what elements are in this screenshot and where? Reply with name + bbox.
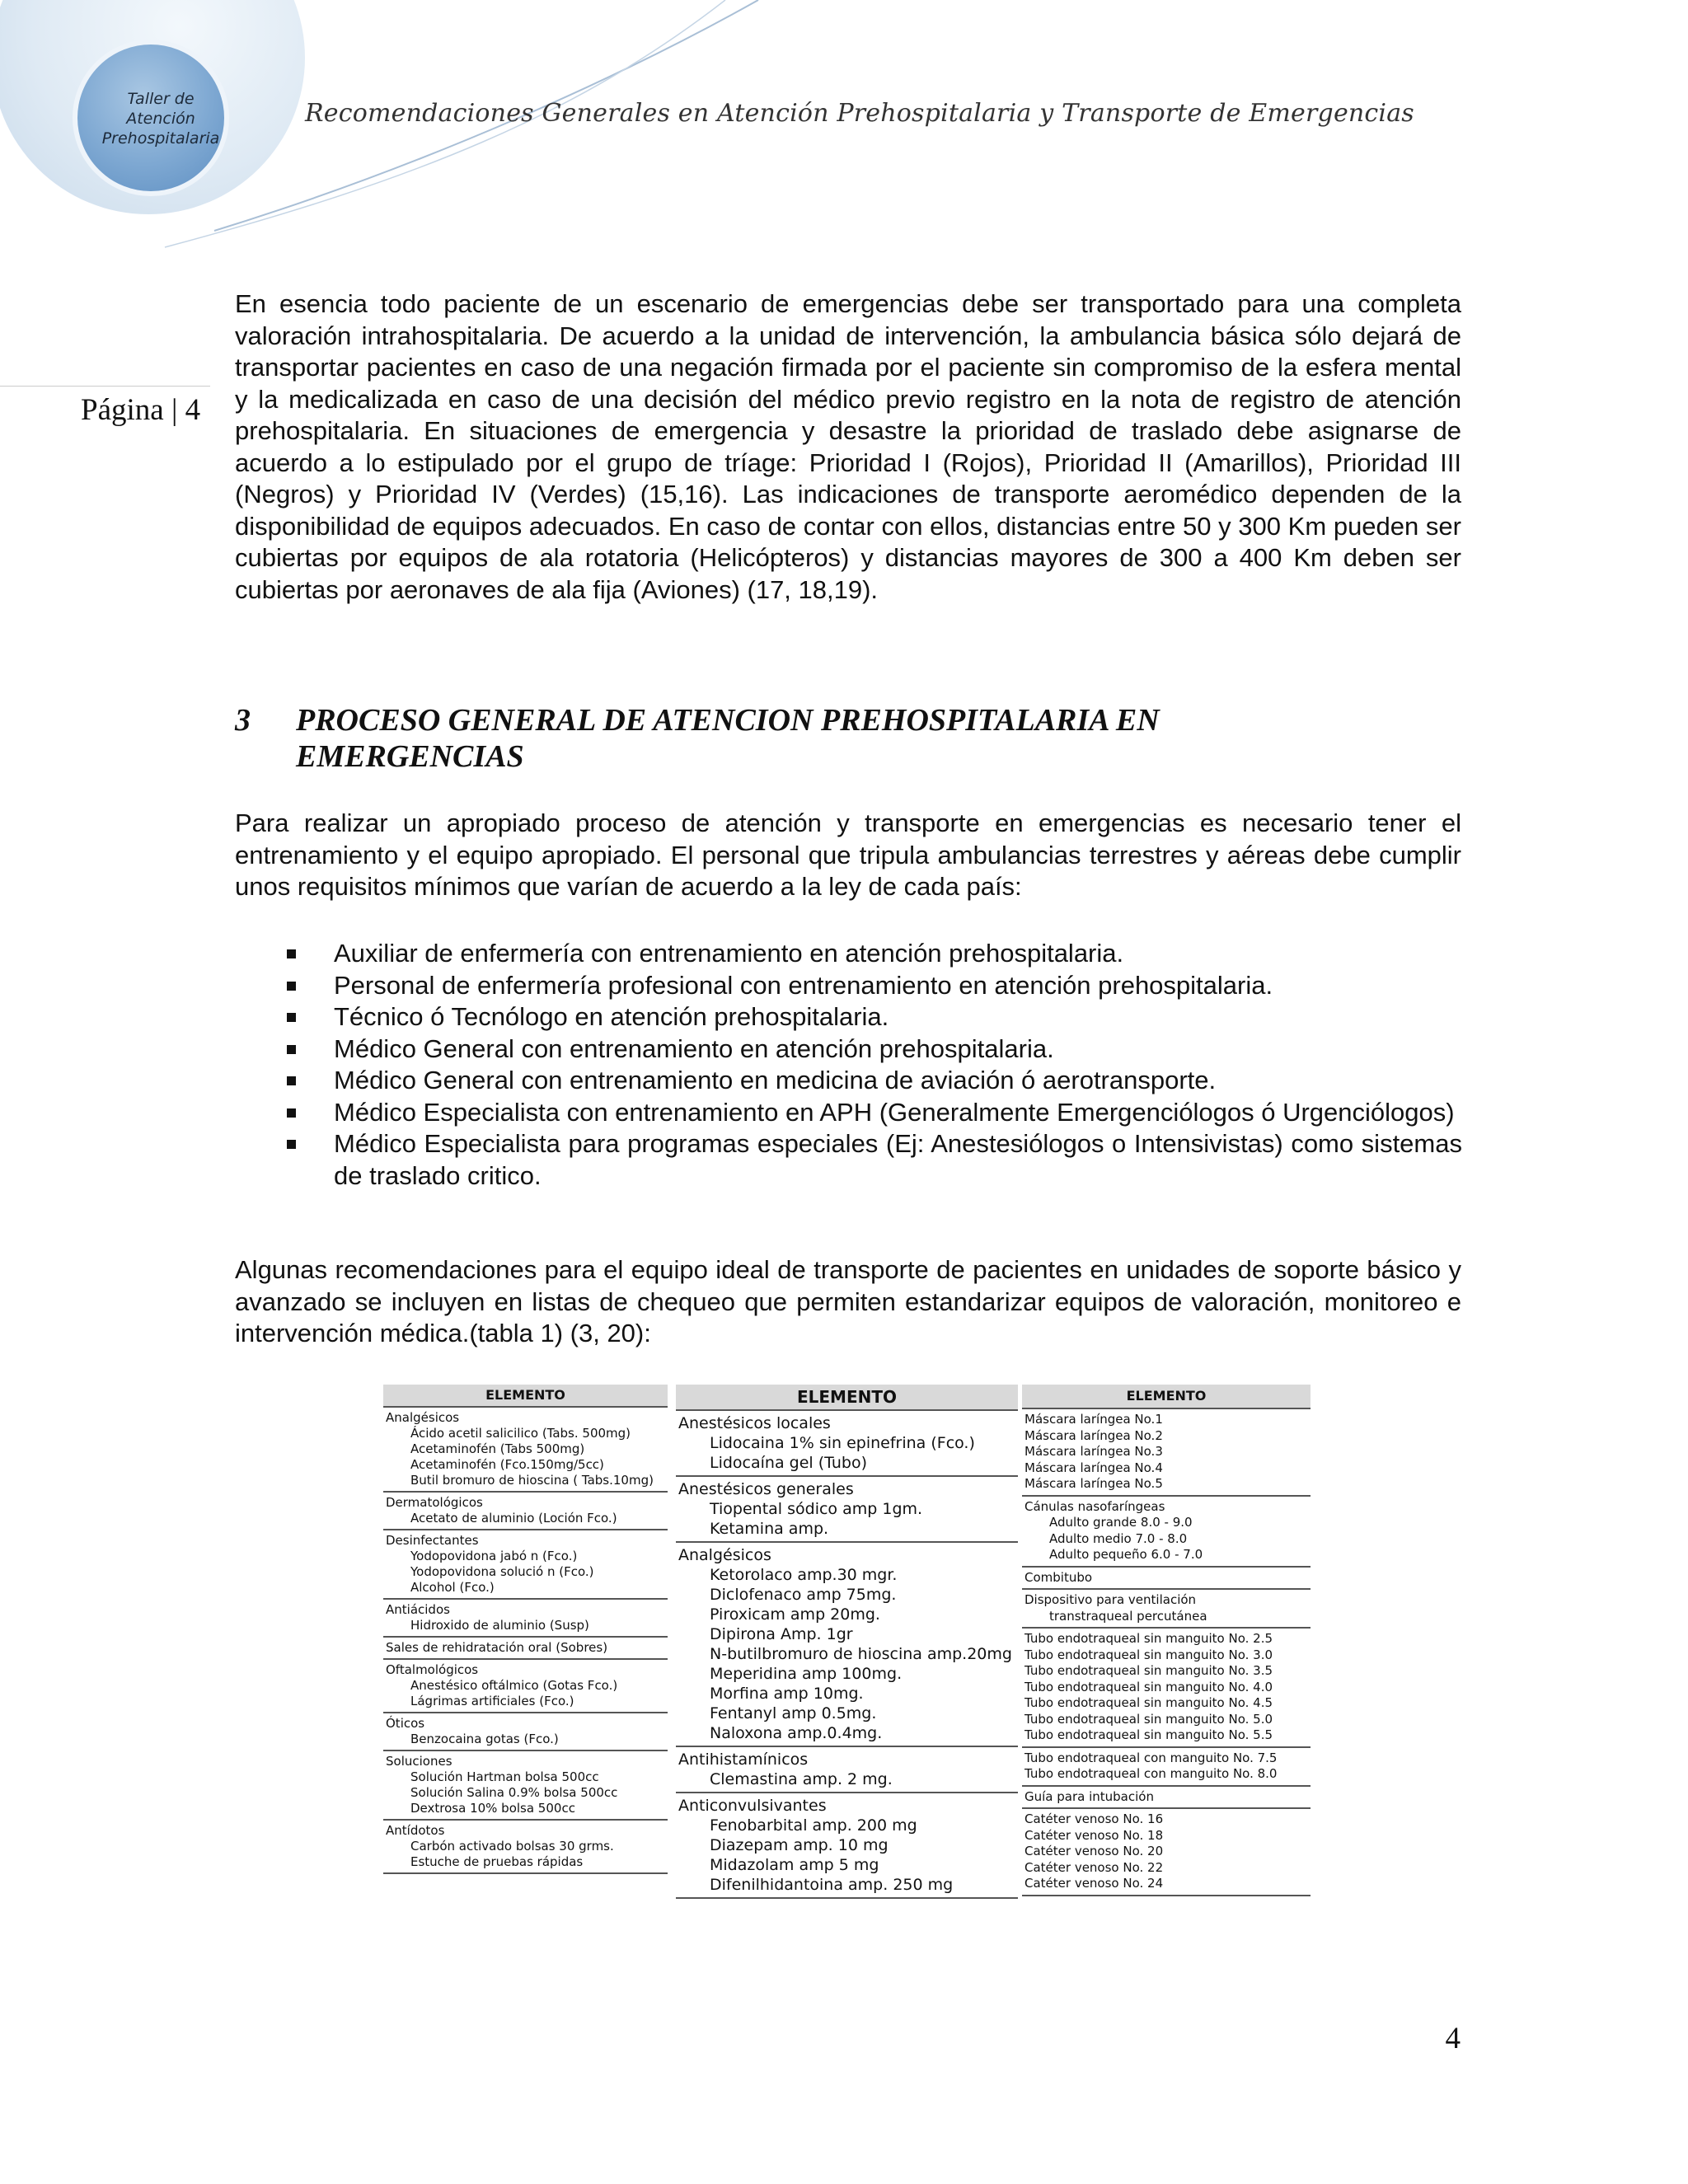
- bullet-square-icon: [287, 949, 296, 958]
- table-cell: Adulto medio 7.0 - 8.0: [1049, 1530, 1188, 1546]
- table-group: [1022, 1409, 1311, 1497]
- table-cell: Naloxona amp.0.4mg.: [710, 1724, 883, 1742]
- table-cell: Fenobarbital amp. 200 mg: [710, 1816, 917, 1835]
- table-cell: Lidocaina 1% sin epinefrina (Fco.): [710, 1434, 975, 1452]
- table-category: Combitubo: [1025, 1569, 1093, 1585]
- bullet-square-icon: [287, 1045, 296, 1054]
- list-item: Técnico ó Tecnólogo en atención prehospitalaria.: [280, 1001, 1462, 1033]
- table-column: [676, 1385, 1018, 1899]
- table-cell: Dipirona Amp. 1gr: [710, 1625, 853, 1643]
- table-group: [383, 1530, 668, 1600]
- table-cell: Catéter venoso No. 16: [1025, 1811, 1164, 1826]
- table-cell: Alcohol (Fco.): [410, 1580, 495, 1595]
- table-cell: Acetato de aluminio (Loción Fco.): [410, 1511, 617, 1526]
- list-item: Auxiliar de enfermería con entrenamiento en atención prehospitalaria.: [280, 938, 1462, 970]
- table-cell: Difenilhidantoina amp. 250 mg: [710, 1876, 954, 1894]
- equipment-table: [383, 1385, 1311, 1970]
- table-cell: Tubo endotraqueal sin manguito No. 5.5: [1025, 1727, 1273, 1742]
- logo-line: Prehospitalaria: [101, 129, 220, 148]
- table-group: [383, 1660, 668, 1713]
- table-cell: Butil bromuro de hioscina ( Tabs.10mg): [410, 1473, 654, 1488]
- table-cell: Tubo endotraqueal sin manguito No. 3.5: [1025, 1663, 1273, 1678]
- table-category: Desinfectantes: [386, 1533, 479, 1548]
- table-cell: Tubo endotraqueal sin manguito No. 2.5: [1025, 1631, 1273, 1646]
- table-column: [383, 1385, 668, 1874]
- table-group: [383, 1408, 668, 1493]
- table-category: Cánulas nasofaríngeas: [1025, 1498, 1165, 1514]
- bullet-square-icon: [287, 1108, 296, 1118]
- bullet-square-icon: [287, 1140, 296, 1149]
- table-header: ELEMENTO: [383, 1385, 668, 1408]
- table-cell: Catéter venoso No. 18: [1025, 1827, 1164, 1843]
- table-cell: Tubo endotraqueal sin manguito No. 4.0: [1025, 1679, 1273, 1694]
- list-item: Médico General con entrenamiento en medicina de aviación ó aerotransporte.: [280, 1065, 1462, 1097]
- table-cell: Clemastina amp. 2 mg.: [710, 1770, 893, 1788]
- section-title: PROCESO GENERAL DE ATENCION PREHOSPITALARIA EN EMERGENCIAS: [296, 703, 1160, 774]
- table-category: Analgésicos: [678, 1546, 771, 1564]
- table-cell: Carbón activado bolsas 30 grms.: [410, 1839, 614, 1854]
- table-cell: Tiopental sódico amp 1gm.: [710, 1500, 923, 1518]
- table-group: [676, 1747, 1018, 1793]
- table-cell: Acetaminofén (Fco.150mg/5cc): [410, 1457, 604, 1472]
- header-logo-text: [78, 89, 243, 148]
- table-cell: Tubo endotraqueal con manguito No. 7.5: [1025, 1750, 1278, 1765]
- table-group: [676, 1477, 1018, 1543]
- table-group: [383, 1493, 668, 1530]
- table-group: [383, 1600, 668, 1638]
- body-paragraph: Para realizar un apropiado proceso de atención y transporte en emergencias es necesario tener el entrenamiento y el equipo apropiado. El personal que tripula ambulancias terrestres y aéreas debe cumplir unos requisitos mínimos que varían de acuerdo a la ley de cada país:: [235, 808, 1461, 901]
- table-cell: Tubo endotraqueal sin manguito No. 3.0: [1025, 1647, 1273, 1662]
- table-cell: Máscara laríngea No.2: [1025, 1427, 1163, 1443]
- table-cell: Midazolam amp 5 mg: [710, 1856, 879, 1874]
- table-group: [676, 1411, 1018, 1477]
- table-cell: Máscara laríngea No.3: [1025, 1444, 1163, 1459]
- logo-line: Taller de: [127, 90, 195, 108]
- table-cell: Estuche de pruebas rápidas: [410, 1854, 584, 1869]
- table-group: [1022, 1809, 1311, 1896]
- table-cell: Máscara laríngea No.4: [1025, 1460, 1163, 1475]
- header-title: Recomendaciones Generales en Atención Prehospitalaria y Transporte de Emergencias: [305, 99, 1414, 128]
- table-category: Antídotos: [386, 1823, 445, 1838]
- table-category: Óticos: [386, 1716, 425, 1731]
- table-cell: Lidocaína gel (Tubo): [710, 1454, 867, 1472]
- table-category: Anestésicos generales: [678, 1480, 854, 1498]
- table-cell: Solución Salina 0.9% bolsa 500cc: [410, 1785, 618, 1800]
- table-cell: Ácido acetil salicilico (Tabs. 500mg): [410, 1426, 631, 1441]
- table-group: [383, 1638, 668, 1660]
- table-cell: Tubo endotraqueal sin manguito No. 5.0: [1025, 1711, 1273, 1727]
- table-group: [383, 1713, 668, 1751]
- table-category: Anestésicos locales: [678, 1414, 831, 1432]
- table-header: ELEMENTO: [676, 1385, 1018, 1411]
- table-cell: Adulto grande 8.0 - 9.0: [1049, 1515, 1193, 1530]
- table-cell: Ketamina amp.: [710, 1520, 829, 1538]
- table-cell: Lágrimas artificiales (Fco.): [410, 1694, 574, 1708]
- table-cell: Yodopovidona jabó n (Fco.): [410, 1549, 578, 1563]
- table-cell: Solución Hartman bolsa 500cc: [410, 1769, 599, 1784]
- table-category: Soluciones: [386, 1754, 452, 1769]
- table-cell: Catéter venoso No. 24: [1025, 1876, 1164, 1891]
- table-cell: Máscara laríngea No.5: [1025, 1476, 1163, 1491]
- table-category: Analgésicos: [386, 1410, 460, 1425]
- table-group: [1022, 1497, 1311, 1568]
- table-group: [676, 1543, 1018, 1747]
- table-cell: Hidroxido de aluminio (Susp): [410, 1618, 589, 1633]
- table-cell: Acetaminofén (Tabs 500mg): [410, 1441, 585, 1456]
- table-group: [1022, 1590, 1311, 1629]
- table-cell: Diazepam amp. 10 mg: [710, 1836, 889, 1854]
- table-cell: Yodopovidona solució n (Fco.): [410, 1564, 594, 1579]
- body-paragraph: Algunas recomendaciones para el equipo ideal de transporte de pacientes en unidades de soporte básico y avanzado se incluyen en listas de chequeo que permiten estandarizar equipos de valoración, monitoreo e intervención médica.(tabla 1) (3, 20):: [235, 1255, 1461, 1347]
- table-cell: Benzocaina gotas (Fco.): [410, 1732, 559, 1746]
- table-cell: transtraqueal percutánea: [1049, 1608, 1207, 1624]
- table-cell: Dextrosa 10% bolsa 500cc: [410, 1801, 575, 1816]
- table-cell: Tubo endotraqueal sin manguito No. 4.5: [1025, 1695, 1273, 1710]
- table-cell: Anestésico oftálmico (Gotas Fco.): [410, 1678, 618, 1693]
- body-paragraph: En esencia todo paciente de un escenario de emergencias debe ser transportado para una completa valoración intrahospitalaria. De acuerdo a la unidad de intervención, la ambulancia básica sólo dejará de transportar pacientes en caso de una negación firmada por el paciente sin compromiso de la esfera mental y la medicalizada en caso de una decisión del médico previo registro en la nota de registro de atención prehospitalaria. En situaciones de emergencia y desastre la prioridad de traslado debe asignarse de acuerdo a lo estipulado por el grupo de tríage: Prioridad I (Rojos), Prioridad II (Amarillos), Prioridad III (Negros) y Prioridad IV (Verdes) (15,16). Las indicaciones de transporte aeromédico dependen de la disponibilidad de equipos adecuados. En caso de contar con ellos, distancias entre 50 y 300 Km pueden ser cubiertas por equipos de ala rotatoria (Helicópteros) y distancias mayores de 300 a 400 Km deben ser cubiertas por aeronaves de ala fija (Aviones) (17, 18,19).: [235, 289, 1461, 604]
- margin-rule: [0, 386, 210, 387]
- table-cell: Catéter venoso No. 22: [1025, 1859, 1164, 1875]
- table-header: ELEMENTO: [1022, 1385, 1311, 1409]
- table-cell: Catéter venoso No. 20: [1025, 1844, 1164, 1858]
- table-cell: Meperidina amp 100mg.: [710, 1665, 903, 1683]
- table-category: Dispositivo para ventilación: [1025, 1592, 1197, 1607]
- table-cell: Ketorolaco amp.30 mgr.: [710, 1566, 898, 1584]
- table-group: [383, 1751, 668, 1821]
- table-cell: Piroxicam amp 20mg.: [710, 1605, 880, 1624]
- table-category: Anticonvulsivantes: [678, 1797, 827, 1815]
- table-group: [1022, 1629, 1311, 1748]
- table-category: Oftalmológicos: [386, 1662, 479, 1677]
- table-cell: Adulto pequeño 6.0 - 7.0: [1049, 1547, 1203, 1562]
- table-cell: Morfina amp 10mg.: [710, 1685, 864, 1703]
- page-marker: Página | 4: [81, 393, 201, 427]
- list-item: Médico Especialista con entrenamiento en APH (Generalmente Emergenciólogos ó Urgenciólogos): [280, 1097, 1462, 1129]
- logo-line: Atención: [126, 110, 195, 128]
- table-group: [1022, 1748, 1311, 1787]
- table-category: Guía para intubación: [1025, 1788, 1154, 1804]
- table-cell: Diclofenaco amp 75mg.: [710, 1586, 897, 1604]
- bullet-square-icon: [287, 982, 296, 991]
- table-group: [383, 1821, 668, 1874]
- table-cell: Máscara laríngea No.1: [1025, 1412, 1163, 1427]
- table-category: Antihistamínicos: [678, 1750, 809, 1769]
- table-category: Sales de rehidratación oral (Sobres): [386, 1640, 608, 1655]
- table-category: Dermatológicos: [386, 1495, 483, 1510]
- table-cell: N-butilbromuro de hioscina amp.20mg: [710, 1645, 1012, 1663]
- list-item: Médico Especialista para programas especiales (Ej: Anestesiólogos o Intensivistas) como sistemas de traslado critico.: [280, 1128, 1462, 1192]
- page-number: 4: [1445, 2022, 1461, 2055]
- table-group: [676, 1793, 1018, 1899]
- list-item: Médico General con entrenamiento en atención prehospitalaria.: [280, 1033, 1462, 1066]
- table-group: [1022, 1787, 1311, 1810]
- list-item: Personal de enfermería profesional con entrenamiento en atención prehospitalaria.: [280, 970, 1462, 1002]
- table-cell: Fentanyl amp 0.5mg.: [710, 1704, 877, 1722]
- section-number: 3: [235, 703, 251, 738]
- requirements-list: [280, 938, 1462, 1192]
- bullet-square-icon: [287, 1013, 296, 1022]
- table-cell: Tubo endotraqueal con manguito No. 8.0: [1025, 1766, 1278, 1781]
- table-column: [1022, 1385, 1311, 1896]
- bullet-square-icon: [287, 1076, 296, 1085]
- table-category: Antiácidos: [386, 1602, 450, 1617]
- table-group: [1022, 1568, 1311, 1591]
